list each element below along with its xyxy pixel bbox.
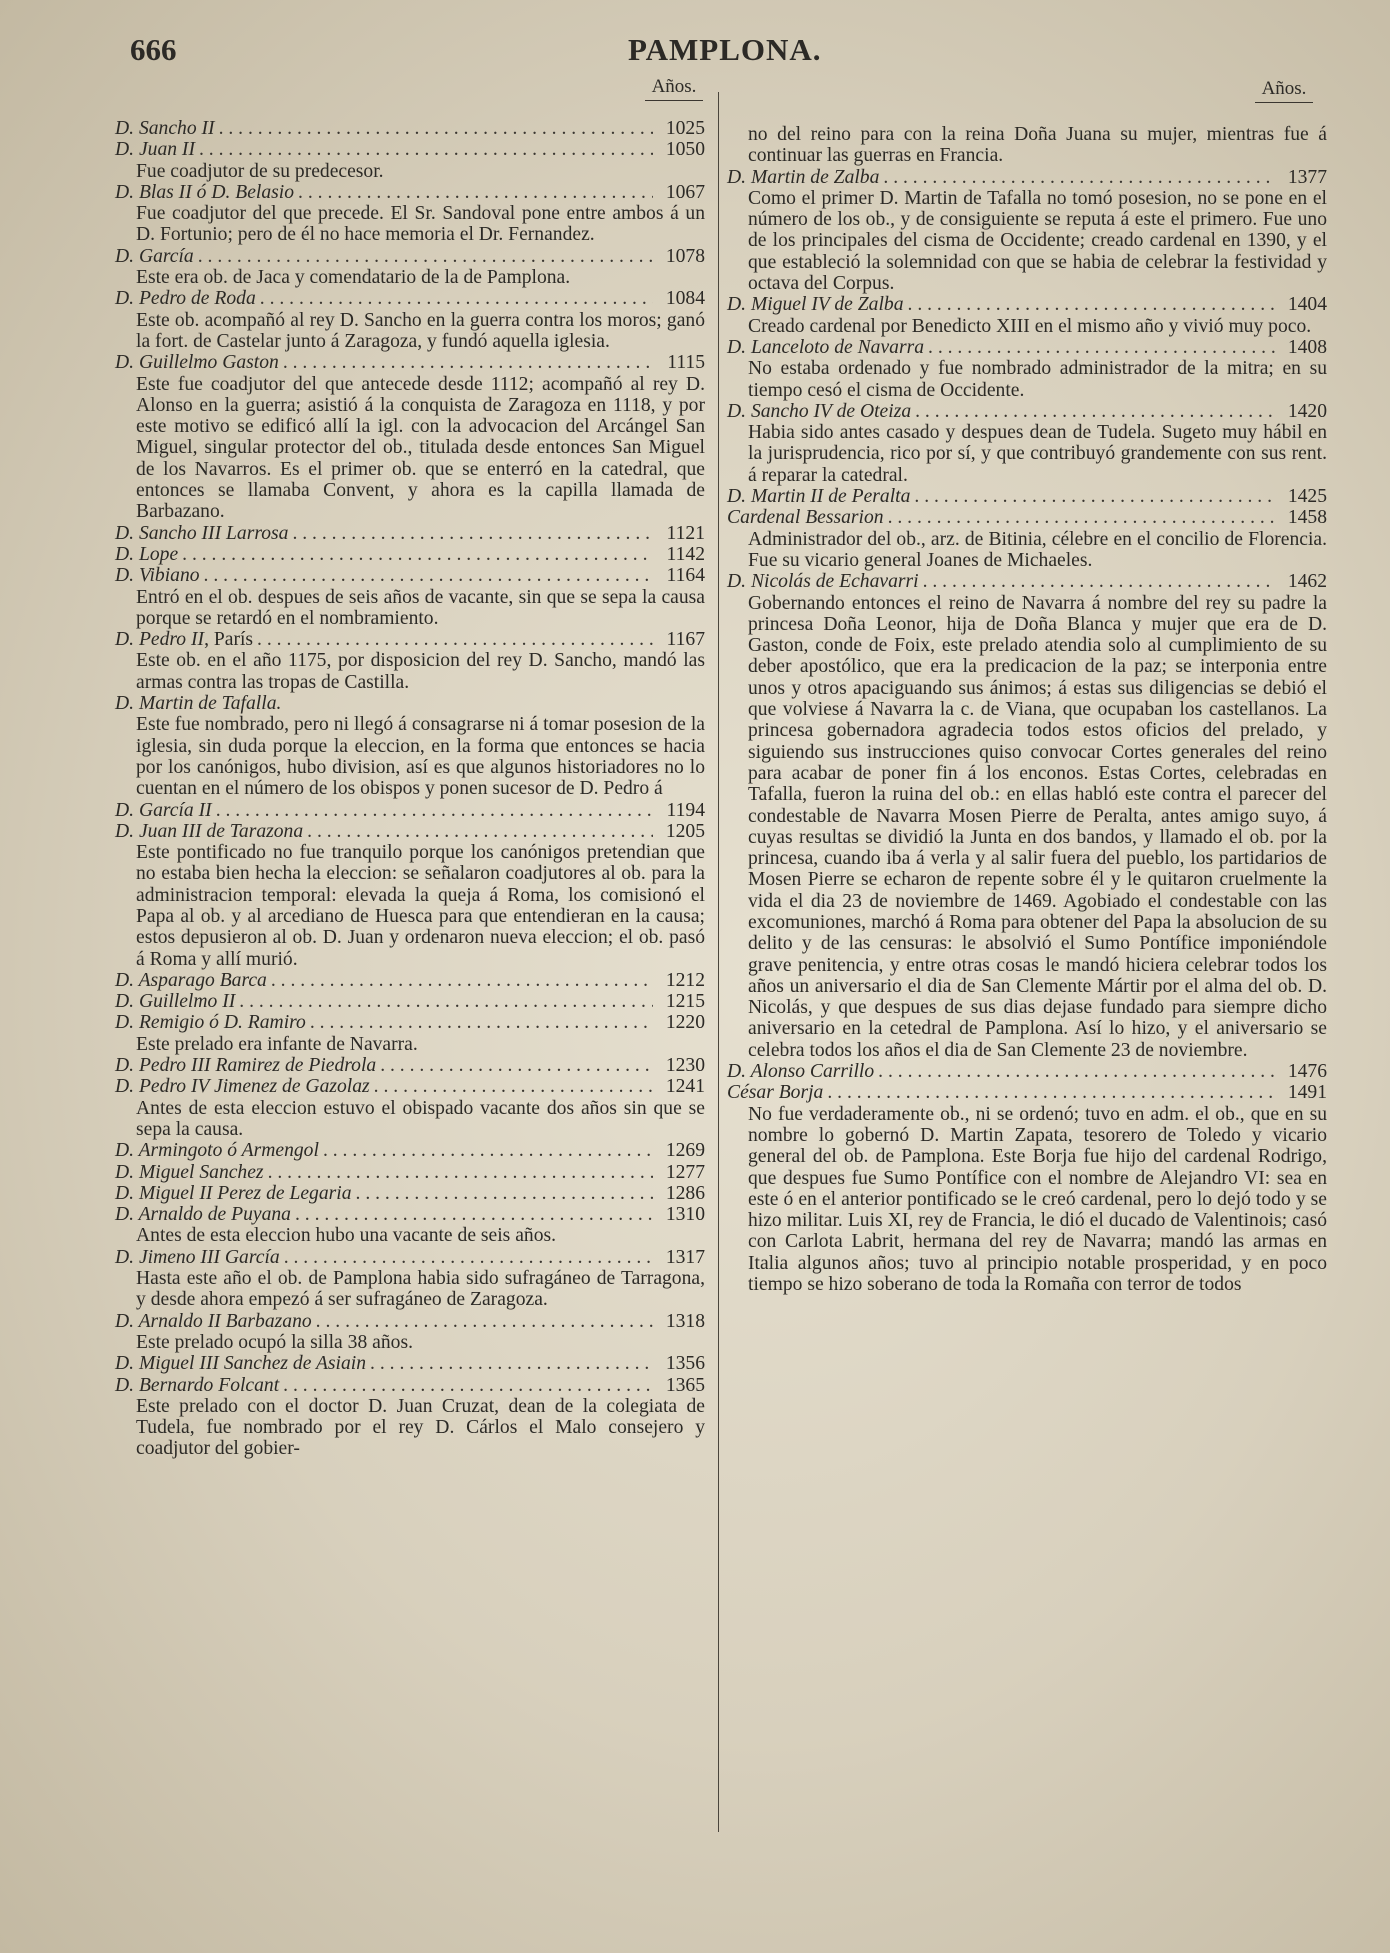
entry-year: 1194 (666, 799, 705, 821)
entry-text: Este prelado era infante de Navarra. (136, 1033, 418, 1055)
leader-dots (827, 1082, 1275, 1103)
entry-heading (727, 401, 1327, 422)
leader-dots (356, 1183, 653, 1204)
entry-year: 1142 (666, 543, 705, 565)
leader-dots (199, 139, 653, 160)
bishop-entry (115, 970, 705, 991)
bishop-entry (115, 991, 705, 1012)
leader-dots (216, 800, 653, 821)
entry-year: 1230 (665, 1055, 705, 1077)
bishop-entry (115, 629, 705, 693)
entry-text: Como el primer D. Martin de Tafalla no tomó posesion, no se pone en el número de los ob., y de consiguiente se reputa á este el primero. Fue uno de los principales del cisma de Occidente; creado cardenal en 1390, y el que estableció la solemnidad con que se habia de celebrar la festividad y octava del Corpus. (748, 187, 1327, 295)
bishop-entry (727, 1082, 1327, 1295)
bishop-entry (115, 1204, 705, 1247)
entry-year: 1365 (665, 1374, 705, 1396)
years-header-left: Años. (645, 76, 703, 101)
page-number: 666 (130, 32, 177, 67)
entry-heading (115, 246, 705, 267)
entry-text: Este era ob. de Jaca y comendatario de la de Pamplona. (136, 267, 571, 289)
entry-text: Antes de esta eleccion estuvo el obispado vacante dos años sin que se sepa la causa. (136, 1097, 705, 1140)
left-column (115, 118, 705, 1460)
entry-heading (115, 629, 705, 650)
entry-text: Este prelado ocupó la silla 38 años. (136, 1331, 413, 1353)
bishop-name: D. Arnaldo de Puyana (115, 1204, 291, 1226)
entry-year: 1462 (1287, 571, 1327, 593)
bishop-name: D. Nicolás de Echavarri (727, 571, 919, 593)
entry-heading (727, 1061, 1327, 1082)
bishop-name: D. Miguel III Sanchez de Asiain (115, 1353, 367, 1375)
leader-dots (219, 118, 653, 139)
entry-heading (115, 800, 705, 821)
leader-dots (915, 401, 1275, 422)
entry-heading (115, 693, 705, 714)
bishop-entry (115, 246, 705, 289)
bishop-entry (115, 821, 705, 970)
bishop-entry (115, 1076, 705, 1140)
bishop-name: D. Miguel II Perez de Legaria (115, 1182, 352, 1204)
bishop-name: D. Martin II de Peralta (727, 486, 911, 508)
bishop-name: D. Asparago Barca (115, 969, 267, 991)
bishop-name: D. Alonso Carrillo (727, 1061, 875, 1083)
entry-heading (727, 507, 1327, 528)
entry-text: Este ob. en el año 1175, por disposicion del rey D. Sancho, mandó las armas contra las tropas de Castilla. (136, 650, 705, 693)
entry-year: 1215 (665, 991, 705, 1013)
entry-heading (115, 1375, 705, 1396)
bishop-entry (727, 1061, 1327, 1082)
entry-heading (115, 1247, 705, 1268)
entry-heading (115, 352, 705, 373)
entry-year: 1067 (665, 181, 705, 203)
bishop-name: D. Blas II ó D. Belasio (115, 181, 295, 203)
entry-heading (115, 970, 705, 991)
entry-text: Fue coadjutor del que precede. El Sr. Sandoval pone entre ambos á un D. Fortunio; pero de él no hace memoria el Dr. Fernandez. (136, 203, 705, 246)
bishop-entry (727, 294, 1327, 337)
entry-year: 1205 (665, 820, 705, 842)
bishop-entry (115, 1055, 705, 1076)
bishop-entry (727, 571, 1327, 1061)
bishop-name: D. Jimeno III García (115, 1246, 280, 1268)
leader-dots (380, 1055, 653, 1076)
leader-dots (298, 182, 653, 203)
entry-heading (115, 1183, 705, 1204)
leader-dots (292, 523, 653, 544)
entry-year: 1220 (665, 1012, 705, 1034)
bishop-entry (727, 507, 1327, 571)
bishop-entry (115, 182, 705, 246)
bishop-name: D. Martin de Tafalla. (115, 693, 282, 715)
entry-heading (115, 1311, 705, 1332)
bishop-name: D. Sancho III Larrosa (115, 522, 289, 544)
leader-dots (260, 288, 653, 309)
entry-text: Este fue nombrado, pero ni llegó á consagrarse ni á tomar posesion de la iglesia, sin duda porque la eleccion, en la forma que entonces se hacia por los canónigos, hubo division, así es que algunos historiadores no lo cuentan en el número de los obispos y ponen sucesor de D. Pedro á (136, 714, 705, 800)
years-header-right: Años. (1255, 78, 1313, 103)
leader-dots (271, 970, 653, 991)
entry-heading (115, 139, 705, 160)
entry-year: 1476 (1287, 1061, 1327, 1083)
bishop-name: D. García II (115, 799, 212, 821)
bishop-name: César Borja (727, 1082, 824, 1104)
bishop-name: D. Guillelmo II (115, 991, 236, 1013)
bishop-name: D. Miguel IV de Zalba (727, 294, 904, 316)
leader-dots (182, 544, 653, 565)
bishop-entry (727, 337, 1327, 401)
entry-year: 1458 (1287, 507, 1327, 529)
bishop-entry (727, 167, 1327, 295)
leader-dots (370, 1353, 653, 1374)
entry-heading (115, 118, 705, 139)
bishop-entry (115, 1247, 705, 1311)
continuation-text: no del reino para con la reina Doña Juana su mujer, mientras fue á continuar las guerras en Francia. (748, 124, 1327, 167)
entry-text: Este fue coadjutor del que antecede desde 1112; acompañó al rey D. Alonso en la guerra; asistió á la conquista de Zaragoza en 1118, y por este motivo se edificó allí la igl. con la advocacion del Arcángel San Miguel, singular protector del ob., titulada desde entonces San Miguel de los Navarros. Es el primer ob. que se enterró en la catedral, que entonces se llamaba Convent, y ahora es la capilla llamada de Barbazano. (136, 373, 705, 523)
entry-year: 1356 (665, 1353, 705, 1375)
leader-dots (878, 1061, 1275, 1082)
bishop-entry (115, 1375, 705, 1460)
bishop-name: D. Arnaldo II Barbazano (115, 1310, 312, 1332)
entry-heading (115, 182, 705, 203)
entry-text: Este prelado con el doctor D. Juan Cruzat, dean de la colegiata de Tudela, fue nombrado por el rey D. Cárlos el Malo consejero y coadjutor del gobier- (136, 1395, 705, 1460)
entry-heading (115, 288, 705, 309)
entry-year: 1084 (665, 288, 705, 310)
bishop-entry (115, 1140, 705, 1161)
bishop-name: D. Martin de Zalba (727, 166, 880, 188)
entry-text: Creado cardenal por Benedicto XIII en el mismo año y vivió muy poco. (748, 315, 1312, 337)
entry-year: 1167 (666, 629, 705, 651)
entry-heading (115, 565, 705, 586)
bishop-entry (115, 800, 705, 821)
entry-year: 1491 (1287, 1082, 1327, 1104)
bishop-name: D. Juan II (115, 139, 195, 161)
bishop-name: D. Miguel Sanchez (115, 1161, 264, 1183)
entry-text: Gobernando entonces el reino de Navarra á nombre del rey su padre la princesa Doña Leonor, hija de Doña Blanca y mujer que era de D. Gaston, conde de Foix, este prelado atendia solo al cumplimiento de su deber apostólico, que era la predicacion de la paz; se interponia entre unos y otros apaciguando sus ánimos; á estas sus diligencias se debió el que volviese á Navarra la c. de Viana, que ocupaban los castellanos. La princesa gobernadora agradecia todos estos oficios del prelado, y siguiendo sus instrucciones quiso convocar Cortes generales del reino para acabar de poner fin á los enconos. Estas Cortes, celebradas en Tafalla, fueron la ruina del ob.: en ellas habló este contra el parecer del condestable de Navarra Mosen Pierre de Peralta, antes amigo suyo, á cuyas resultas se dividió la Junta en dos bandos, y llamado el ob. por la princesa, cuando iba á verla y al salir fuera del pueblo, los partidarios de Mosen Pierre se echaron de repente sobre él y le quitaron cruelmente la vida el dia 23 de noviembre de 1469. Agobiado el condestable con las excomuniones, marchó á Roma para obtener del Papa la absolucion de su delito y de las censuras: le absolvió el Sumo Pontífice imponiéndole grave penitencia, y entre otras cosas le mandó hiciera celebrar todos los años un aniversario el dia de San Clemente Mártir por el alma del ob. D. Nicolás, y que despues de sus dias dejase fundado para siempre dicho aniversario en la cetedral de Pamplona. Así lo hizo, y el aniversario se celebra todos los años el dia de San Clemente 23 de noviembre. (748, 592, 1327, 1061)
entry-heading (727, 486, 1327, 507)
entry-year: 1115 (667, 352, 705, 374)
entry-heading (115, 523, 705, 544)
leader-dots (310, 1012, 653, 1033)
entry-heading (115, 821, 705, 842)
leader-dots (204, 565, 653, 586)
entry-text: Entró en el ob. despues de seis años de vacante, sin que se sepa la causa porque se retardó en el nombramiento. (136, 586, 705, 629)
bishop-name: D. Pedro de Roda (115, 288, 256, 310)
bishop-name: D. Lope (115, 543, 179, 565)
leader-dots (268, 1162, 653, 1183)
leader-dots (307, 821, 653, 842)
leader-dots (239, 991, 653, 1012)
bishop-name: Cardenal Bessarion (727, 507, 884, 529)
entry-heading (115, 544, 705, 565)
leader-dots (883, 167, 1275, 188)
entry-text: Habia sido antes casado y despues dean de Tudela. Sugeto muy hábil en la jurisprudencia, rico por sí, y que contribuyó grandemente con sus rent. á reparar la catedral. (748, 422, 1327, 486)
bishop-name: D. Guillelmo Gaston (115, 352, 279, 374)
entry-year: 1164 (666, 565, 705, 587)
entry-heading (115, 1076, 705, 1097)
entry-text: Fue coadjutor de su predecesor. (136, 160, 384, 182)
right-column (727, 124, 1327, 1295)
bishop-entry (115, 523, 705, 544)
bishop-entry (115, 288, 705, 352)
leader-dots (908, 294, 1275, 315)
entry-year: 1317 (665, 1246, 705, 1268)
leader-dots (295, 1204, 653, 1225)
leader-dots (316, 1311, 653, 1332)
bishop-name: D. Bernardo Folcant (115, 1374, 280, 1396)
bishop-entry (115, 693, 705, 799)
entry-year: 1025 (665, 118, 705, 139)
entry-year: 1404 (1287, 294, 1327, 316)
entry-year: 1420 (1287, 400, 1327, 422)
entry-heading (115, 991, 705, 1012)
entry-year: 1269 (665, 1140, 705, 1162)
entry-text: Este ob. acompañó al rey D. Sancho en la guerra contra los moros; ganó la fort. de Castelar junto á Zaragoza, y fundó aquella iglesia. (136, 309, 705, 352)
bishop-entry (727, 486, 1327, 507)
bishop-name: D. Lanceloto de Navarra (727, 336, 925, 358)
bishop-entry (115, 1311, 705, 1354)
entry-heading (727, 337, 1327, 358)
entry-year: 1286 (665, 1182, 705, 1204)
entry-heading (115, 1140, 705, 1161)
bishop-name: D. Sancho II (115, 118, 215, 139)
bishop-name: D. Remigio ó D. Ramiro (115, 1012, 306, 1034)
bishop-name: D. Pedro III Ramirez de Piedrola (115, 1055, 377, 1077)
leader-dots (914, 486, 1275, 507)
leader-dots (323, 1140, 653, 1161)
entry-text: Hasta este año el ob. de Pamplona habia sido sufragáneo de Tarragona, y desde ahora empezó á ser sufragáneo de Zaragoza. (136, 1268, 705, 1311)
leader-dots (888, 507, 1275, 528)
entry-year: 1121 (666, 522, 705, 544)
leader-dots (283, 352, 653, 373)
entry-year: 1241 (665, 1076, 705, 1098)
entry-heading (727, 1082, 1327, 1103)
entry-heading (727, 167, 1327, 188)
entry-heading (115, 1204, 705, 1225)
entry-year: 1377 (1287, 166, 1327, 188)
column-divider (718, 92, 719, 1832)
leader-dots (923, 571, 1275, 592)
entry-heading (727, 571, 1327, 592)
leader-dots (928, 337, 1275, 358)
entry-heading (115, 1162, 705, 1183)
bishop-name: D. Armingoto ó Armengol (115, 1140, 319, 1162)
bishop-entry (727, 401, 1327, 486)
leader-dots (374, 1076, 653, 1097)
entry-heading (115, 1012, 705, 1033)
entry-year: 1078 (665, 245, 705, 267)
entry-heading (115, 1353, 705, 1374)
bishop-entry (115, 1162, 705, 1183)
entry-text: No fue verdaderamente ob., ni se ordenó; tuvo en adm. el ob., que en su nombre lo gobernó D. Martin Zapata, tesorero de Toledo y vicario general del ob. de Pamplona. Este Borja fue hijo del cardenal Rodrigo, que despues fue Sumo Pontífice con el nombre de Alejandro VI: sea en este ó en el anterior pontificado se le creó cardenal, pero lo dejó todo y se hizo militar. Luis XI, rey de Francia, le dió el ducado de Valentinois; casó con Carlota Labrit, hermana del rey de Navarra; mandó las armas en Italia algunos años; tuvo al principio notable prosperidad, y en poco tiempo se hizo soberano de toda la Romaña con terror de todos (748, 1103, 1327, 1296)
bishop-entry (115, 565, 705, 629)
bishop-name: D. Vibiano (115, 565, 200, 587)
bishop-entry (115, 1012, 705, 1055)
bishop-entry (115, 118, 705, 139)
entry-text: Este pontificado no fue tranquilo porque los canónigos pretendian que no estaba bien hecha la eleccion: se señalaron coadjutores al ob. para la administracion temporal: elevada la queja á Roma, los comisionó el Papa al ob. y al arcediano de Huesca para que entendieran en la causa; estos depusieron al ob. D. Juan y ordenaron nueva eleccion; el ob. pasó á Roma y allí murió. (136, 842, 705, 970)
entry-text: Antes de esta eleccion hubo una vacante de seis años. (136, 1225, 557, 1247)
name-note: , París (204, 629, 254, 651)
bishop-entry (115, 1353, 705, 1374)
entry-heading (115, 1055, 705, 1076)
bishop-entry (115, 352, 705, 522)
bishop-entry (115, 139, 705, 182)
leader-dots (198, 246, 653, 267)
entry-year: 1277 (665, 1161, 705, 1183)
bishop-entry (115, 544, 705, 565)
entry-text: No estaba ordenado y fue nombrado administrador de la mitra; en su tiempo cesó el cisma de Occidente. (748, 358, 1327, 401)
entry-year: 1318 (665, 1310, 705, 1332)
entry-year: 1425 (1287, 486, 1327, 508)
entry-heading (727, 294, 1327, 315)
entry-year: 1050 (665, 139, 705, 161)
entry-year: 1310 (665, 1204, 705, 1226)
entry-year: 1408 (1287, 336, 1327, 358)
bishop-name: D. García (115, 245, 194, 267)
bishop-name: D. Pedro IV Jimenez de Gazolaz (115, 1076, 370, 1098)
leader-dots (284, 1247, 653, 1268)
leader-dots (257, 629, 653, 650)
bishop-name: D. Sancho IV de Oteiza (727, 400, 912, 422)
bishop-name: D. Juan III de Tarazona (115, 820, 304, 842)
entry-text: Administrador del ob., arz. de Bitinia, célebre en el concilio de Florencia. Fue su vicario general Joanes de Michaeles. (748, 528, 1327, 571)
running-title: PAMPLONA. (628, 32, 822, 67)
leader-dots (283, 1375, 653, 1396)
bishop-name: D. Pedro II (115, 629, 205, 651)
bishop-entry (115, 1183, 705, 1204)
entry-year: 1212 (665, 969, 705, 991)
